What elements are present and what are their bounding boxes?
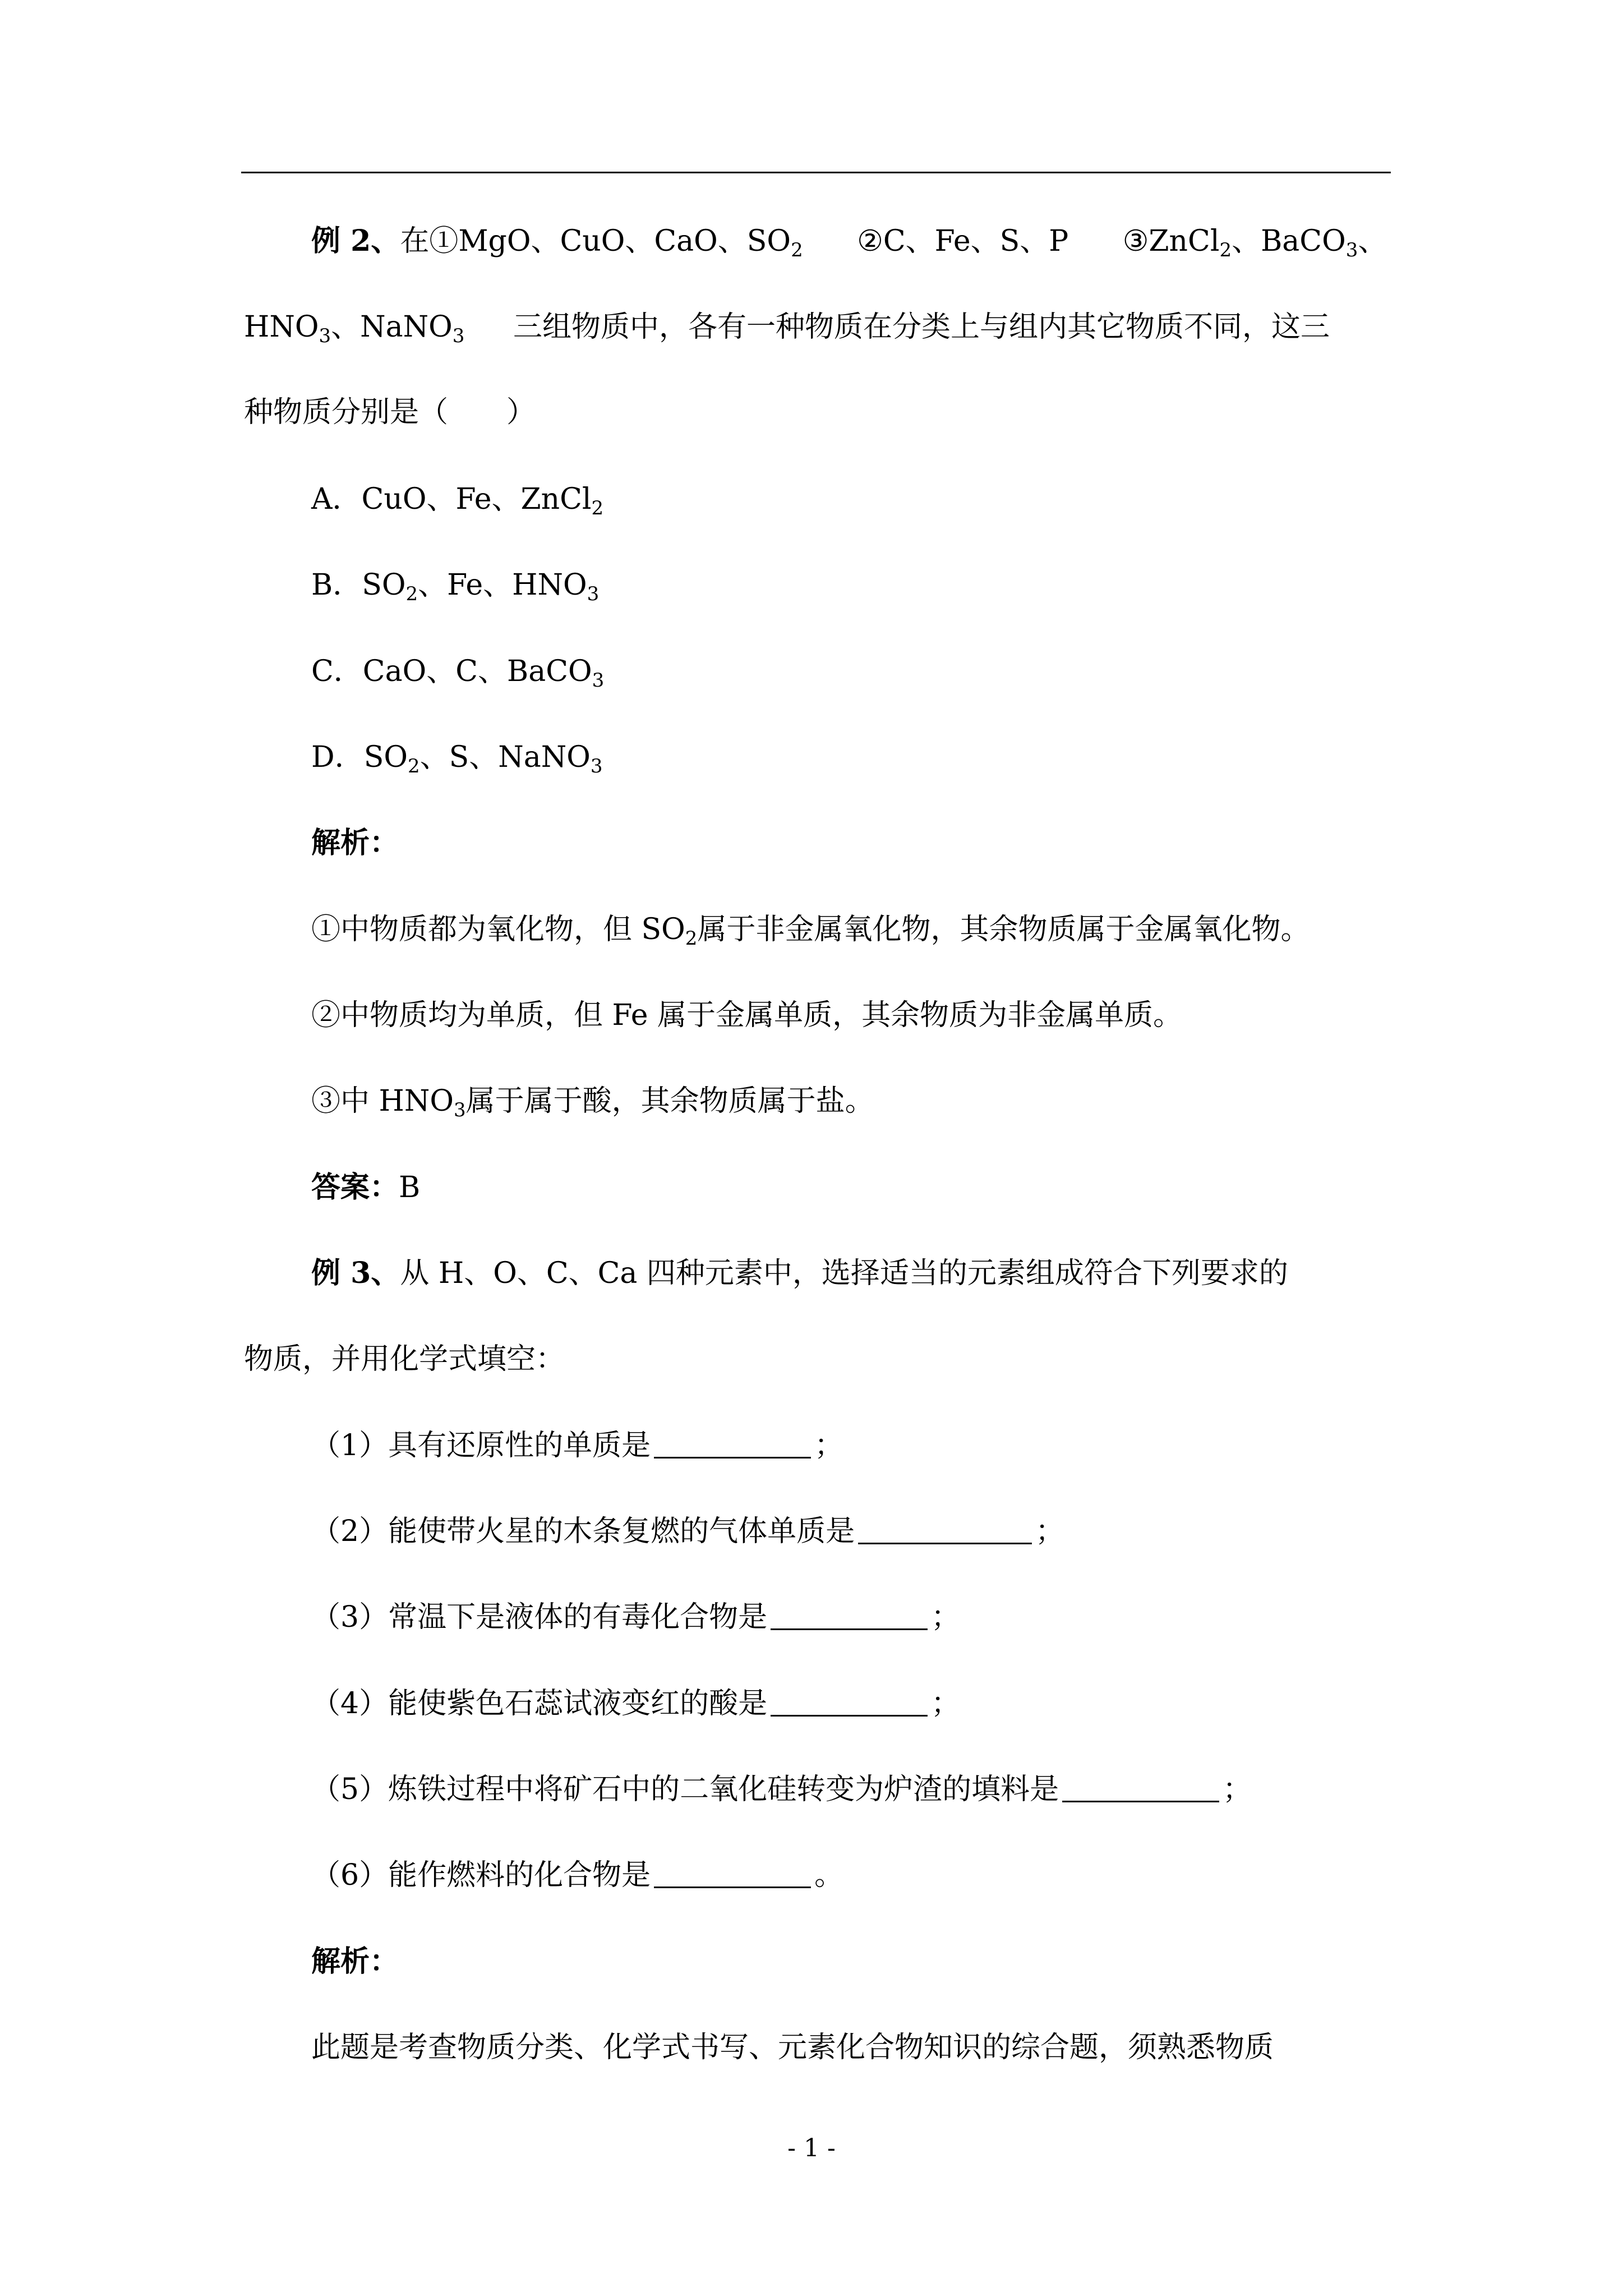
answer-2 [311,1168,420,1207]
option-c: C．CaO、C、BaCO$_3$ [311,655,605,692]
analysis-2-point-2: ②中物质均为单质，但 Fe 属于金属单质，其余物质为非金属单质。 [311,999,1183,1032]
option-d: D．$SO_2$、S、NaNO$_3$ [311,740,603,777]
example-3-line-1: 例 3、从 H、O、C、Ca 四种元素中，选择适当的元素组成符合下列要求的 [311,1256,1288,1290]
analysis-2-label: 解析： [311,826,399,860]
analysis-3-label: 解析： [311,1944,399,1978]
question-2: （2）能使带火星的木条复燃的气体单质是 ； [311,1515,1065,1548]
question-5: （5）炼铁过程中将矿石中的二氧化硅转变为炉渣的填料是 ； [311,1773,1252,1806]
example-3-label: 例 3 [311,1256,371,1290]
example-2-line-1: 例 2、在①MgO、CuO、CaO、$SO_2$ ②C、Fe、S、P ③ZnCl$_2$、BaCO$_3$、 [311,224,1387,261]
answer-value: B [399,1171,421,1204]
option-a: A．CuO、Fe、ZnCl$_2$ [311,482,604,519]
answer-blank[interactable] [654,1428,811,1458]
question-1: （1）具有还原性的单质是 ； [311,1429,844,1462]
option-b: B．$SO_2$、Fe、$HNO_3$ [311,568,600,605]
page-number: - 1 - [787,2134,836,2162]
answer-label: 答案： [311,1170,399,1204]
example-2-line-3: 种物质分别是（ ） [244,395,536,429]
question-6: （6）能作燃料的化合物是 。 [311,1858,844,1892]
answer-blank[interactable] [654,1857,811,1888]
question-3: （3）常温下是液体的有毒化合物是 ； [311,1600,961,1634]
example-2-line-2: $HNO_3$、NaNO$_3$ 三组物质中，各有一种物质在分类上与组内其它物质不同，这三 [244,310,1330,347]
answer-blank[interactable] [1062,1772,1219,1802]
answer-blank[interactable] [771,1686,928,1717]
header-rule [241,172,1391,173]
answer-blank[interactable] [771,1599,928,1630]
analysis-2-point-3: ③中 $HNO_3$属于属于酸，其余物质属于盐。 [311,1084,874,1121]
question-4: （4）能使紫色石蕊试液变红的酸是 ； [311,1687,961,1720]
example-2-label: 例 2 [311,224,371,258]
example-3-line-2: 物质，并用化学式填空： [244,1342,565,1376]
answer-blank[interactable] [858,1513,1032,1544]
analysis-3-text: 此题是考查物质分类、化学式书写、元素化合物知识的综合题，须熟悉物质 [311,2031,1274,2064]
analysis-2-point-1: ①中物质都为氧化物，但 $SO_2$属于非金属氧化物，其余物质属于金属氧化物。 [311,913,1310,950]
